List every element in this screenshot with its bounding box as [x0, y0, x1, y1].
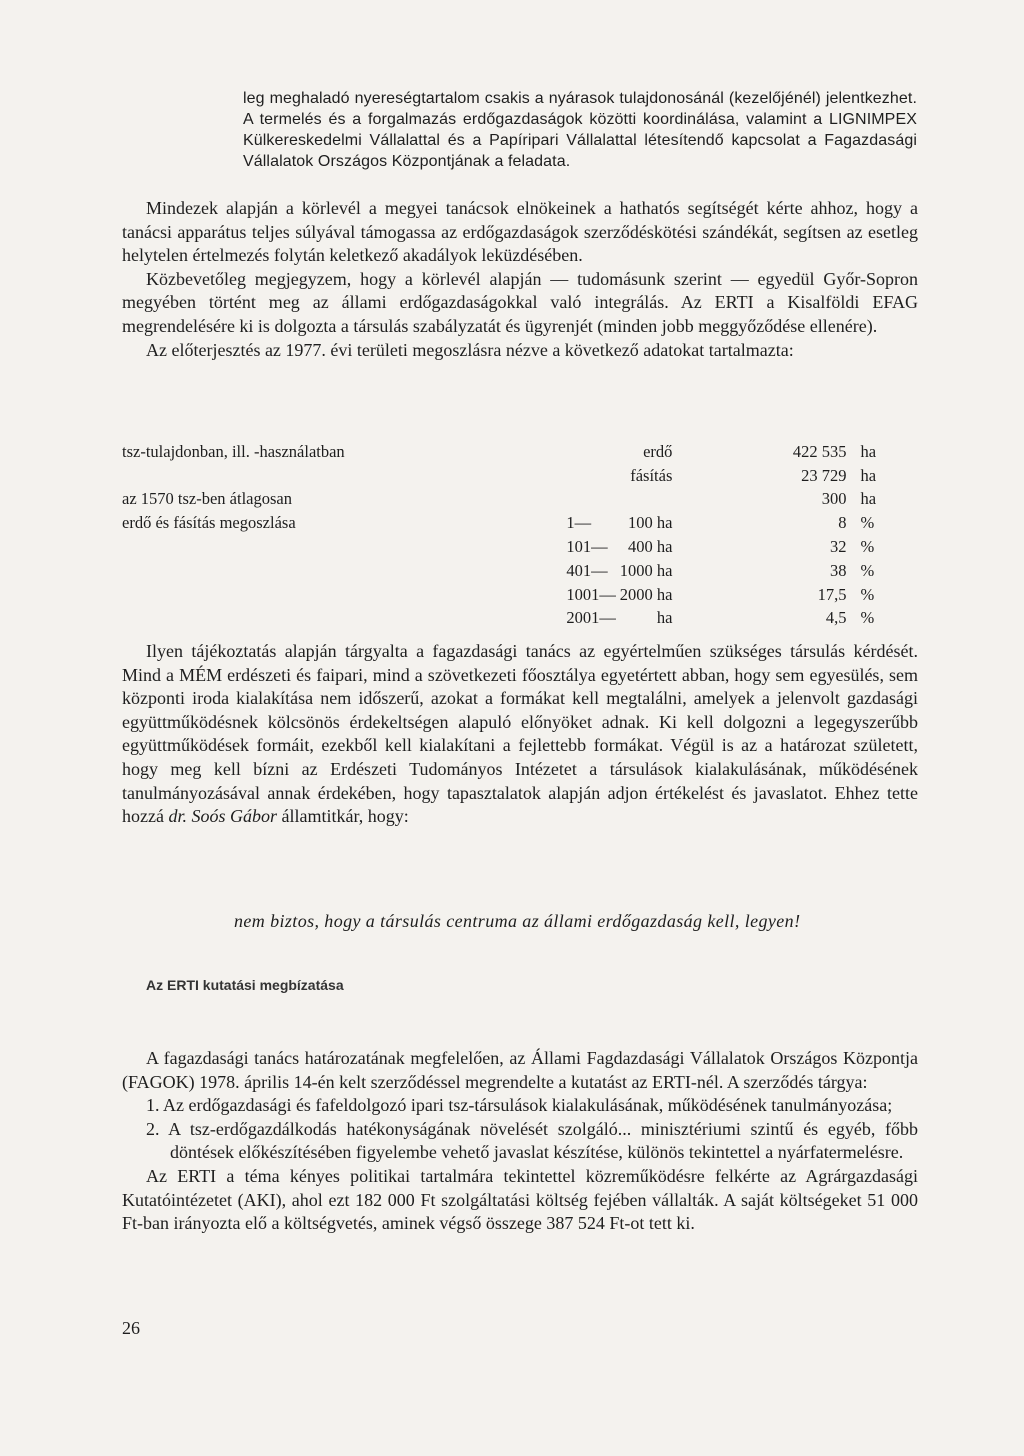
paragraph-tajekoztatas-end: államtitkár, hogy:	[281, 806, 409, 827]
text-block-2	[122, 640, 918, 829]
row-range	[547, 511, 690, 535]
table-row	[122, 440, 902, 464]
row-value: 4,5	[825, 608, 847, 628]
range-low: 401—	[566, 560, 608, 580]
row-value: 17,5	[817, 584, 847, 604]
row-range	[547, 464, 690, 488]
row-label	[122, 583, 547, 607]
row-range	[547, 535, 690, 559]
range-low: 1—	[566, 513, 592, 533]
distribution-table	[122, 440, 902, 630]
range-high: 400 ha	[627, 537, 673, 557]
range-high: fásítás	[630, 465, 673, 485]
paragraph-szerzodes: A fagazdasági tanács határozatának megfelelően, az Állami Fagdazdasági Vállalatok Országos Központja (FAGOK) 1978. április 14-én kelt szerződéssel megrendelte a kutatást az ERTI-nél. A szerződés tárgya:	[122, 1048, 918, 1092]
paragraph-eloterjesztes: Az előterjesztés az 1977. évi területi megoszlásra nézve a következő adatokat tartalmazta:	[146, 339, 794, 360]
paragraph-koltsegek: Az ERTI a téma kényes politikai tartalmára tekintettel közreműködésre felkérte az Agrárgazdasági Kutatóintézetet (AKI), ahol ezt 182 000 Ft szolgáltatási költség fejében vállalták. A saját költségeket 51 000 Ft-ban irányozta elő a költségvetés, aminek végső összege 387 524 Ft-ot tett ki.	[122, 1165, 918, 1234]
range-high: 100 ha	[627, 513, 673, 533]
italic-quote: nem biztos, hogy a társulás centruma az állami erdőgazdaság kell, legyen!	[234, 911, 801, 931]
paragraph-tajekoztatas-text: Ilyen tájékoztatás alapján tárgyalta a fagazdasági tanács az egyértelműen szükséges társulás kérdését. Mind a MÉM erdészeti és faipari, mind a szövetkezeti főosztálya egyetértett abban, hogy sem egyesülés, sem központi iroda kialakítása nem időszerű, azokat a formákat kell megtalálni, amelyek a jelenvolt gazdasági együttműködésnek kölcsönös érdekeltségen alapuló előnyöket adnak. Ki kell dolgozni a legegyszerűbb együttműködések formáit, ezekből kell kialakítani a fejlettebb formákat. Végül is az a határozat született, hogy meg kell bízni az Erdészeti Tudományos Intézetet a társulások kialakulásának, működésének tanulmányozásával annak érdekében, hogy tapasztalatok alapján adjon értékelést és javaslatot. Ehhez tette hozzá	[122, 641, 918, 827]
paragraph-tajekoztatas	[122, 640, 918, 829]
row-range	[547, 607, 690, 631]
table-row	[122, 559, 902, 583]
row-unit: %	[860, 608, 875, 628]
range-high: erdő	[643, 441, 673, 461]
row-label: erdő és fásítás megoszlása	[122, 513, 296, 533]
table-row	[122, 488, 902, 512]
row-range	[547, 559, 690, 583]
range-high: ha	[656, 608, 673, 628]
row-label	[122, 607, 547, 631]
range-low: 101—	[566, 537, 608, 557]
row-unit: %	[860, 513, 875, 533]
paragraph-kozbevetoleg: Közbevetőleg megjegyzem, hogy a körlevél alapján — tudomásunk szerint — egyedül Győr-Sopron megyében történt meg az állami erdőgazdaságokkal való integrálás. Az ERTI a Kisalföldi EFAG megrendelésére ki is dolgozta a társulás szabályzatát és ügyrenjét (minden jobb meggyőződése ellenére).	[122, 268, 918, 336]
row-range	[547, 440, 690, 464]
row-value: 300	[821, 489, 847, 509]
table-row	[122, 464, 902, 488]
paragraph-szerzodeskotes: Mindezek alapján a körlevél a megyei tanácsok elnökeinek a hathatós segítségét kérte ahhoz, hogy a tanácsi apparátus teljes súlyával támogassa az erdőgazdaságok szerződéskötési szándékát, segítsen az esetleg helytelen értelmezés folytán keletkező akadályok leküzdésében.	[122, 198, 918, 266]
table-row	[122, 535, 902, 559]
row-label: az 1570 tsz-ben átlagosan	[122, 489, 292, 509]
row-unit: %	[860, 584, 875, 604]
table-row	[122, 511, 902, 535]
row-label	[122, 559, 547, 583]
text-block-1	[122, 197, 918, 362]
row-unit: ha	[860, 465, 877, 485]
row-unit: %	[860, 560, 875, 580]
page-number: 26	[122, 1318, 140, 1338]
row-value: 32	[829, 537, 847, 557]
person-name: dr. Soós Gábor	[168, 806, 277, 827]
row-label	[122, 535, 547, 559]
row-label: tsz-tulajdonban, ill. -használatban	[122, 441, 345, 461]
range-high: 2000 ha	[619, 584, 673, 604]
intro-paragraph: leg meghaladó nyereségtartalom csakis a nyárasok tulajdonosánál (kezelőjénél) jelentkezhet. A termelés és a forgalmazás erdőgazdaságok közötti koordinálása, valamint a LIGNIMPEX Külkereskedelmi Vállalattal és a Papíripari Vállalattal létesítendő kapcsolat a Fagazdasági Vállalatok Országos Központjának a feladata.	[243, 90, 917, 170]
row-value: 422 535	[792, 441, 847, 461]
row-unit: ha	[860, 489, 877, 509]
row-value: 23 729	[801, 465, 847, 485]
row-unit: ha	[860, 441, 877, 461]
table-row	[122, 583, 902, 607]
range-high: 1000 ha	[619, 560, 673, 580]
row-value: 8	[838, 513, 847, 533]
row-range	[547, 488, 690, 512]
range-low: 2001—	[566, 608, 616, 628]
row-unit: %	[860, 537, 875, 557]
text-block-3	[122, 1047, 918, 1236]
list-item: 1. Az erdőgazdasági és fafeldolgozó ipari tsz-társulások kialakulásának, működésének tanulmányozása;	[146, 1095, 893, 1116]
range-low: 1001—	[566, 584, 616, 604]
row-label	[122, 464, 547, 488]
row-range	[547, 583, 690, 607]
table-row	[122, 607, 902, 631]
contract-subject-list	[122, 1094, 918, 1165]
list-item: 2. A tsz-erdőgazdálkodás hatékonyságának növelését szolgáló... minisztériumi szintű és egyéb, főbb döntések előkészítésében figyelembe vehető javaslat készítése, különös tekintettel a nyárfatermelésre.	[146, 1118, 918, 1163]
section-heading: Az ERTI kutatási megbízatása	[146, 977, 344, 993]
row-value: 38	[829, 560, 847, 580]
